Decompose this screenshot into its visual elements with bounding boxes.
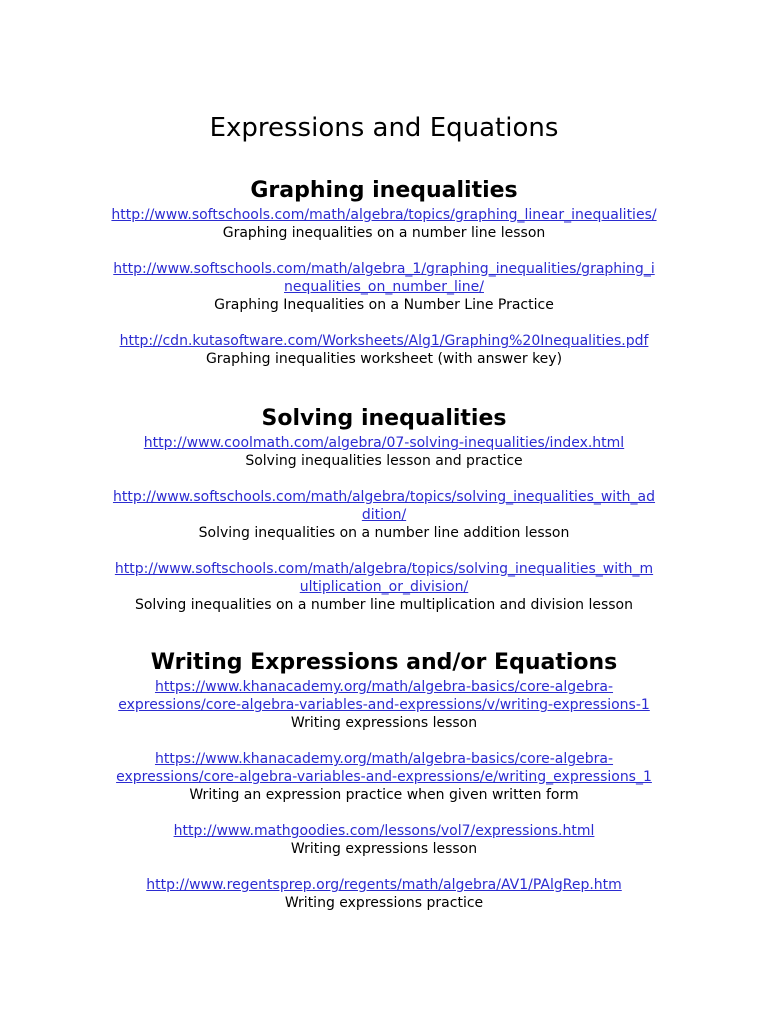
resource-link[interactable] (84, 206, 684, 224)
link-line[interactable]: http://www.softschools.com/math/algebra/topics/solving_inequalities_with_ad (112, 489, 656, 505)
resource-entry (84, 434, 684, 470)
resource-description: Graphing inequalities on a number line lesson (222, 225, 546, 241)
resource-entry (84, 260, 684, 314)
resource-entry (84, 822, 684, 858)
link-line[interactable]: expressions/core-algebra-variables-and-expressions/v/writing-expressions-1 (118, 697, 650, 713)
link-line[interactable]: https://www.khanacademy.org/math/algebra-basics/core-algebra- (154, 679, 614, 695)
section-graphing-inequalities (0, 176, 768, 386)
resource-entry (84, 750, 684, 804)
resource-description: Writing expressions lesson (290, 841, 478, 857)
resource-entry (84, 678, 684, 732)
resource-link[interactable] (84, 678, 684, 714)
resource-link[interactable] (84, 434, 684, 452)
link-line[interactable]: https://www.khanacademy.org/math/algebra-basics/core-algebra- (154, 751, 614, 767)
section-heading: Writing Expressions and/or Equations (150, 650, 618, 675)
resource-link[interactable] (84, 750, 684, 786)
link-line[interactable]: http://www.mathgoodies.com/lessons/vol7/expressions.html (173, 823, 595, 839)
link-line[interactable]: expressions/core-algebra-variables-and-expressions/e/writing_expressions_1 (116, 769, 652, 785)
resource-entry (84, 560, 684, 614)
resource-link[interactable] (84, 488, 684, 524)
resource-entry (84, 488, 684, 542)
section-heading: Graphing inequalities (250, 178, 518, 203)
link-line[interactable]: http://cdn.kutasoftware.com/Worksheets/Alg1/Graphing%20Inequalities.pdf (119, 333, 649, 349)
link-line[interactable]: ultiplication_or_division/ (299, 579, 469, 595)
section-writing-expressions (0, 648, 768, 930)
resource-description: Solving inequalities lesson and practice (245, 453, 523, 469)
resource-description: Writing expressions practice (284, 895, 484, 911)
resource-description: Solving inequalities on a number line multiplication and division lesson (134, 597, 633, 613)
resource-entry (84, 876, 684, 912)
link-line[interactable]: nequalities_on_number_line/ (284, 279, 484, 295)
resource-entry (84, 206, 684, 242)
resource-link[interactable] (84, 332, 684, 350)
link-line[interactable]: http://www.softschools.com/math/algebra/topics/graphing_linear_inequalities/ (111, 207, 657, 223)
resource-description: Graphing Inequalities on a Number Line Practice (214, 297, 554, 313)
link-line[interactable]: http://www.regentsprep.org/regents/math/algebra/AV1/PAlgRep.htm (146, 877, 622, 893)
resource-description: Solving inequalities on a number line addition lesson (198, 525, 570, 541)
resource-entry (84, 332, 684, 368)
resource-link[interactable] (84, 876, 684, 894)
resource-description: Writing an expression practice when given written form (189, 787, 579, 803)
page-title: Expressions and Equations (209, 113, 559, 143)
link-line[interactable]: http://www.softschools.com/math/algebra_1/graphing_inequalities/graphing_i (113, 261, 655, 277)
resource-description: Writing expressions lesson (290, 715, 478, 731)
section-heading: Solving inequalities (261, 406, 507, 431)
resource-description: Graphing inequalities worksheet (with answer key) (205, 351, 563, 367)
link-line[interactable]: http://www.coolmath.com/algebra/07-solving-inequalities/index.html (143, 435, 625, 451)
section-solving-inequalities (0, 404, 768, 632)
resource-link[interactable] (84, 260, 684, 296)
link-line[interactable]: dition/ (361, 507, 407, 523)
resource-link[interactable] (84, 822, 684, 840)
resource-link[interactable] (84, 560, 684, 596)
link-line[interactable]: http://www.softschools.com/math/algebra/topics/solving_inequalities_with_m (114, 561, 654, 577)
